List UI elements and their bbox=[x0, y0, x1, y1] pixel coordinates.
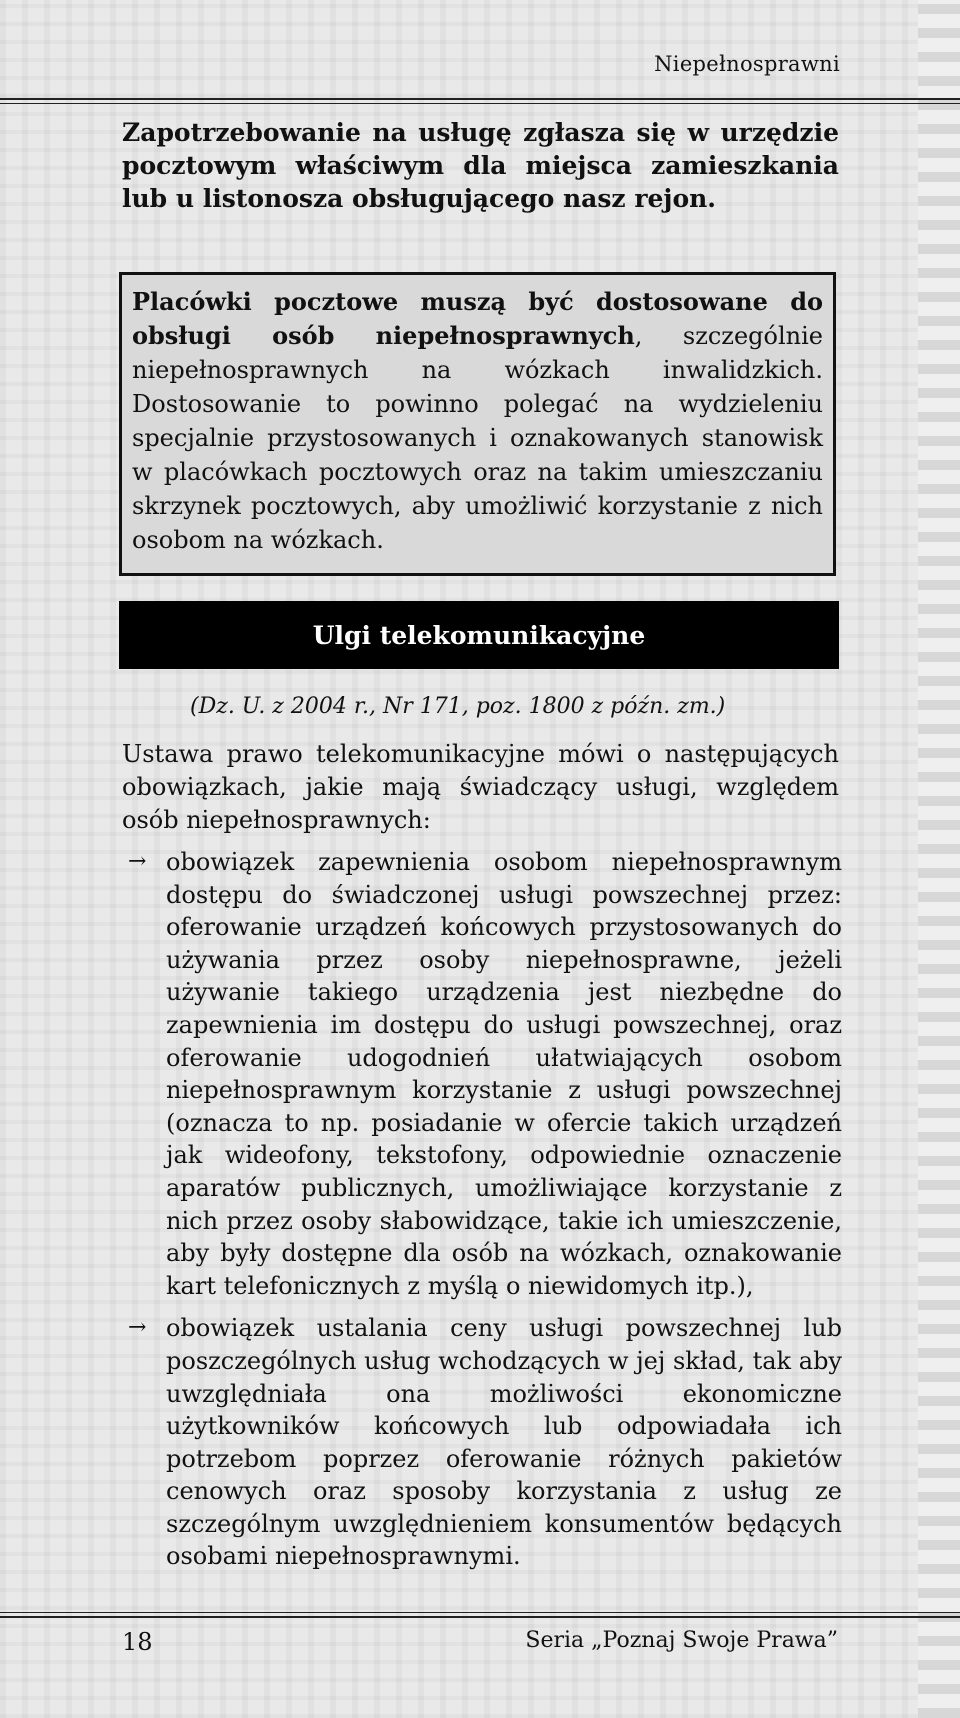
arrow-bullet-icon: → bbox=[128, 849, 147, 874]
info-box-lead: Placówki pocztowe muszą być dostosowane do obsługi osób niepełnosprawnych bbox=[132, 287, 823, 350]
section-heading: Ulgi telekomunikacyjne bbox=[312, 620, 646, 650]
list-item bbox=[122, 846, 842, 1302]
page-edge-strip bbox=[918, 0, 960, 1718]
legal-citation: (Dz. U. z 2004 r., Nr 171, poz. 1800 z późn. zm.) bbox=[190, 694, 726, 719]
section-heading-bar bbox=[119, 601, 839, 669]
info-box-text: , szczególnie niepełnosprawnych na wózkach inwalidzkich. Dostosowanie to powinno polegać na wydzieleniu specjalnie przystosowanych i oznakowanych stanowisk w placówkach pocztowych oraz na takim umieszczaniu skrzynek pocztowych, aby umożliwić korzystanie z nich osobom na wózkach. bbox=[132, 322, 823, 554]
intro-paragraph: Ustawa prawo telekomunikacyjne mówi o następujących obowiązkach, jakie mają świadczący usługi, względem osób niepełnosprawnych: bbox=[122, 740, 839, 834]
list-item bbox=[122, 1312, 842, 1573]
footer-rule-thin bbox=[0, 1612, 960, 1613]
bold-paragraph: Zapotrzebowanie na usługę zgłasza się w urzędzie pocztowym właściwym dla miejsca zamieszkania lub u listonosza obsługującego nasz rejon. bbox=[122, 118, 839, 213]
list-item-text: obowiązek ustalania ceny usługi powszechnej lub poszczególnych usług wchodzących w jej skład, tak aby uwzględniała ona możliwości ekonomiczne użytkowników końcowych lub odpowiadała ich potrzebom poprzez oferowanie różnych pakietów cenowych oraz sposoby korzystania z usług ze szczególnym uwzględnieniem konsumentów będących osobami niepełnosprawnymi. bbox=[166, 1314, 842, 1571]
list-item-text: obowiązek zapewnienia osobom niepełnosprawnym dostępu do świadczonej usługi powszechnej przez: oferowanie urządzeń końcowych przystosowanych do używania przez osoby niepełnosprawne, jeżeli używanie takiego urządzenia jest niezbędne do zapewnienia im dostępu do usługi powszechnej, oraz oferowanie udogodnień ułatwiających osobom niepełnosprawnym korzystanie z usługi powszechnej (oznacza to np. posiadanie w ofercie takich urządzeń jak wideofony, tekstofony, odpowiednie oznaczenie aparatów publicznych, umożliwiające korzystanie z nich przez osoby słabowidzące, takie ich umieszczenie, aby były dostępne dla osób na wózkach, oznakowanie kart telefonicznych z myślą o niewidomych itp.), bbox=[166, 848, 842, 1300]
footer-rule bbox=[0, 1616, 960, 1618]
arrow-bullet-icon: → bbox=[128, 1315, 147, 1341]
page-number: 18 bbox=[122, 1628, 153, 1656]
series-title: Seria „Poznaj Swoje Prawa” bbox=[525, 1628, 838, 1653]
running-header: Niepełnosprawni bbox=[654, 52, 840, 76]
info-box bbox=[119, 272, 836, 576]
obligations-list bbox=[122, 846, 842, 1573]
header-rule-thin bbox=[0, 103, 960, 104]
header-rule bbox=[0, 98, 960, 100]
